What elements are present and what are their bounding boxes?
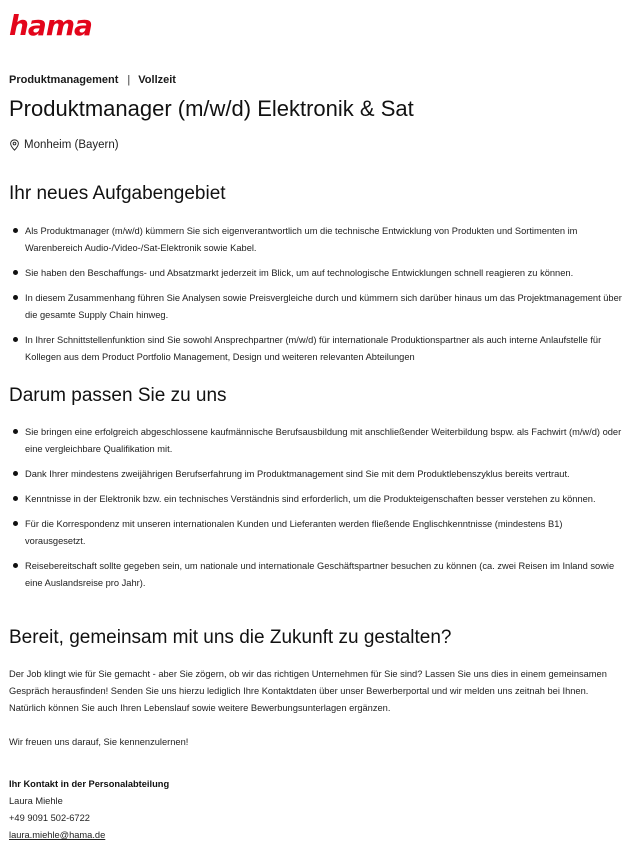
- list-item: Sie bringen eine erfolgreich abgeschlossene kaufmännische Berufsausbildung mit anschließender Weiterbildung bspw. als Fachwirt (m/w/d) oder eine vergleichbare Qualifikation mit.: [9, 424, 624, 458]
- list-item: Dank Ihrer mindestens zweijährigen Berufserfahrung im Produktmanagement sind Sie mit dem Produktlebenszyklus bereits vertraut.: [9, 466, 624, 483]
- list-item: Sie haben den Beschaffungs- und Absatzmarkt jederzeit im Blick, um auf technologische Entwicklungen schnell reagieren zu können.: [9, 265, 624, 282]
- location-pin-icon: [9, 139, 20, 151]
- job-location: [9, 138, 119, 152]
- contact-phone: +49 9091 502-6722: [9, 813, 90, 823]
- job-meta: [9, 73, 176, 87]
- department-label: Produktmanagement: [9, 74, 119, 86]
- meta-separator: |: [127, 74, 131, 86]
- list-item: Reisebereitschaft sollte gegeben sein, um nationale und internationale Geschäftspartner besuchen zu können (ca. zwei Reisen im Inland sowie eine Auslandsreise pro Jahr).: [9, 558, 624, 592]
- list-item: In diesem Zusammenhang führen Sie Analysen sowie Preisvergleiche durch und kümmern sich darüber hinaus um das Projektmanagement über die gesamte Supply Chain hinweg.: [9, 290, 624, 324]
- closing-paragraph: Wir freuen uns darauf, Sie kennenzulernen!: [9, 737, 189, 747]
- list-item: Kenntnisse in der Elektronik bzw. ein technisches Verständnis sind erforderlich, um die Produkteigenschaften besser verstehen zu können.: [9, 491, 624, 508]
- profile-list: [9, 424, 624, 600]
- location-text: Monheim (Bayern): [24, 139, 119, 151]
- hama-logo[interactable]: hama: [9, 9, 92, 42]
- list-item: In Ihrer Schnittstellenfunktion sind Sie sowohl Ansprechpartner (m/w/d) für internationale Produktionspartner als auch interne Anlaufstelle für Kollegen aus dem Product Portfolio Management, Design und weiteren relevanten Abteilungen: [9, 332, 624, 366]
- page-title: Produktmanager (m/w/d) Elektronik & Sat: [9, 96, 414, 121]
- list-item: Für die Korrespondenz mit unseren internationalen Kunden und Lieferanten werden fließende Englischkenntnisse (mindestens B1) vorausgesetzt.: [9, 516, 624, 550]
- future-heading: Bereit, gemeinsam mit uns die Zukunft zu gestalten?: [9, 627, 452, 648]
- employment-type: Vollzeit: [138, 74, 176, 86]
- intro-paragraph: Der Job klingt wie für Sie gemacht - aber Sie zögern, ob wir das richtigen Unternehmen für Sie sind? Lassen Sie uns dies in einem gemeinsamen Gespräch herausfinden! Senden Sie uns hierzu lediglich Ihre Kontaktdaten über unser Bewerberportal und wir melden uns zeitnah bei Ihnen. Natürlich können Sie auch Ihren Lebenslauf sowie weitere Bewerbungsunterlagen ergänzen.: [9, 669, 607, 713]
- tasks-heading: Ihr neues Aufgabengebiet: [9, 183, 226, 204]
- contact-block: [9, 776, 169, 844]
- tasks-list: [9, 223, 624, 374]
- contact-email-link[interactable]: laura.miehle@hama.de: [9, 830, 106, 840]
- contact-name: Laura Miehle: [9, 796, 63, 806]
- profile-heading: Darum passen Sie zu uns: [9, 385, 227, 406]
- contact-heading: Ihr Kontakt in der Personalabteilung: [9, 779, 170, 789]
- list-item: Als Produktmanager (m/w/d) kümmern Sie sich eigenverantwortlich um die technische Entwicklung von Produkten und Sortimenten im Warenbereich Audio-/Video-/Sat-Elektronik sowie Kabel.: [9, 223, 624, 257]
